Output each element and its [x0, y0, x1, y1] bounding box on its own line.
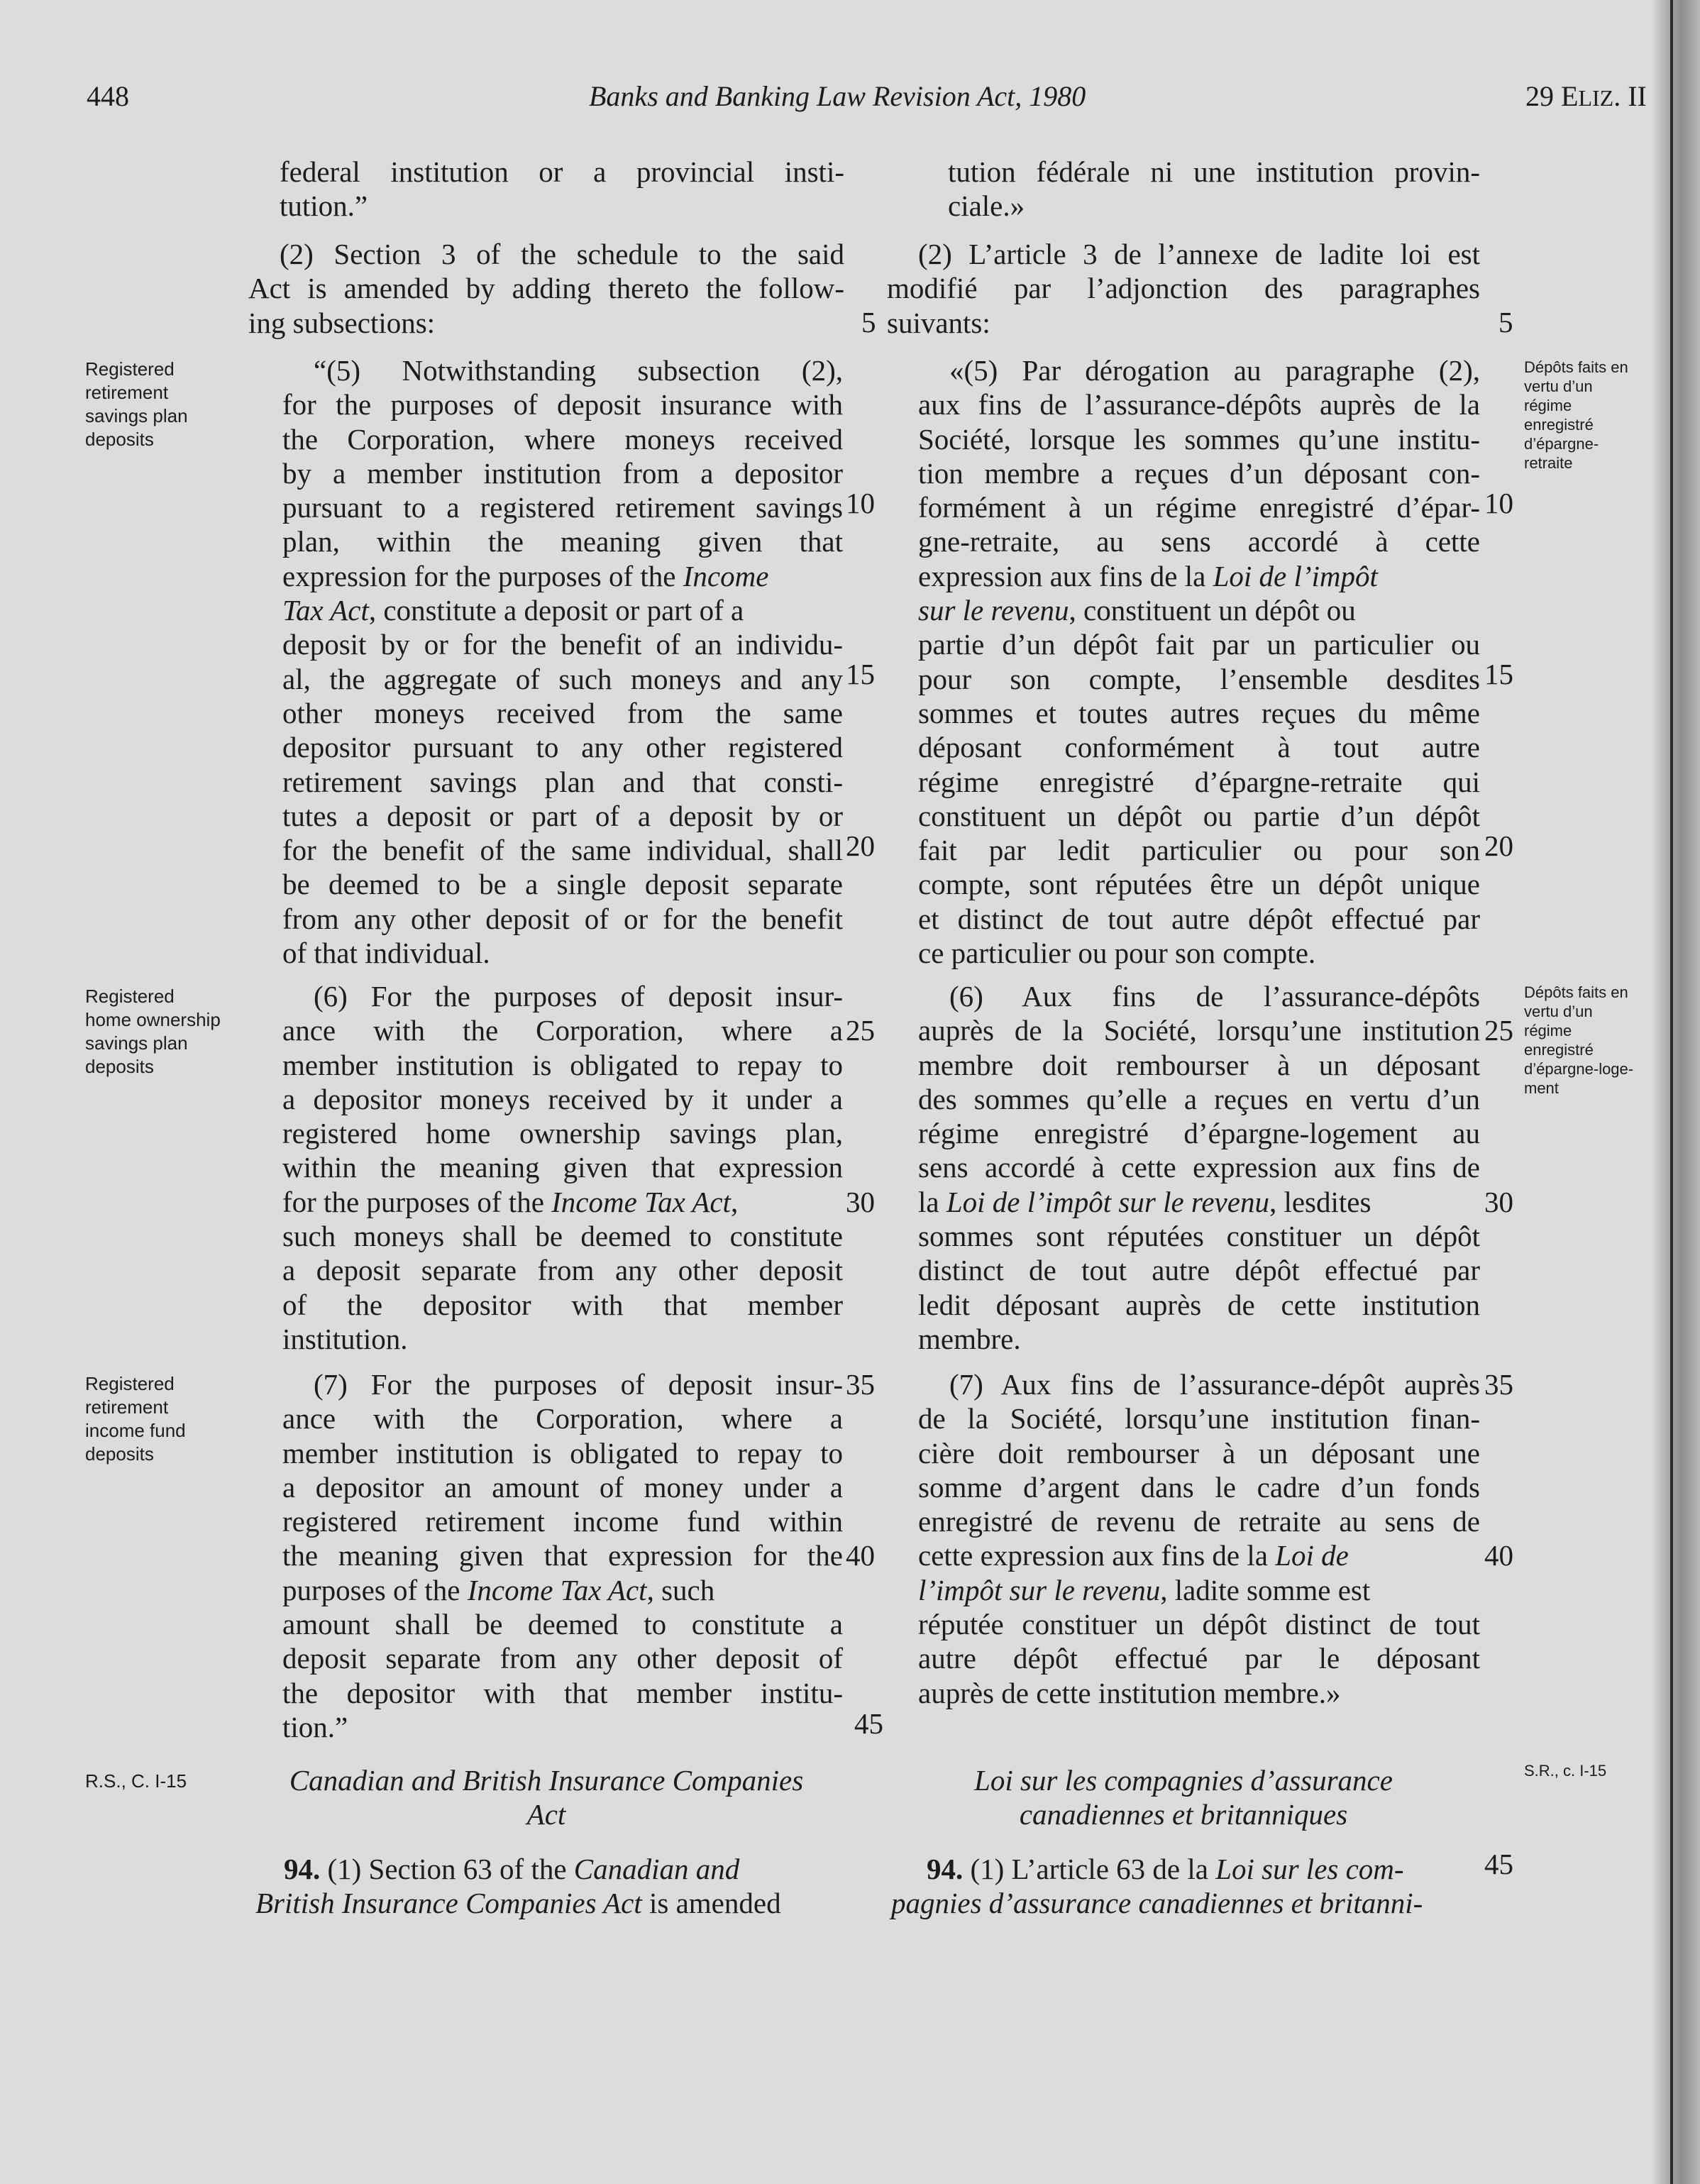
text-line: for the benefit of the same individual, shall [282, 834, 843, 867]
text-line: sens accordé à cette expression aux fins de [918, 1151, 1480, 1184]
line-number: 10 [1484, 487, 1513, 519]
line-number: 25 [1484, 1014, 1513, 1047]
french-subsection-2 [887, 237, 1480, 340]
text-line: (7) For the purposes of deposit insur- [314, 1368, 843, 1401]
heading-line: Loi sur les compagnies d’assurance [974, 1764, 1393, 1797]
text-line: sommes sont réputées constituer un dépôt [918, 1220, 1480, 1253]
text-line: auprès de cette institution membre.» [918, 1676, 1341, 1709]
text-line: be deemed to be a single deposit separate [282, 868, 843, 901]
text-line: 94. (1) L’article 63 de la Loi sur les com- [927, 1853, 1404, 1885]
text-line: aux fins de l’assurance-dépôts auprès de la [918, 388, 1480, 421]
text-line: within the meaning given that expression [282, 1151, 843, 1184]
text-line: ledit déposant auprès de cette institution [918, 1288, 1480, 1321]
text-line: régime enregistré d’épargne-retraite qui [918, 765, 1480, 798]
text-line: plan, within the meaning given that [282, 525, 843, 558]
sidenote-rrif: Registered retirement income fund deposits [85, 1373, 186, 1465]
text-line: member institution is obligated to repay to [282, 1048, 843, 1081]
line-number: 45 [1484, 1848, 1513, 1880]
text-line: amount shall be deemed to constitute a [282, 1608, 843, 1641]
french-subsection-6 [918, 979, 1480, 1356]
text-line: registered home ownership savings plan, [282, 1117, 843, 1150]
line-number: 40 [1484, 1539, 1513, 1572]
sidenote-statute-en: R.S., C. I-15 [85, 1770, 187, 1792]
text-line: of that individual. [282, 937, 490, 970]
text-line: “(5) Notwithstanding subsection (2), [314, 354, 843, 387]
english-column [248, 155, 844, 224]
text-line: Tax Act, constitute a deposit or part of a [282, 594, 744, 627]
text-line: from any other deposit of or for the benefit [282, 902, 843, 935]
line-number: 5 [1498, 306, 1513, 338]
text-line: a deposit separate from any other deposit [282, 1254, 843, 1287]
text-line: modifié par l’adjonction des paragraphes [887, 272, 1480, 305]
text-line: (7) Aux fins de l’assurance-dépôt auprès [949, 1368, 1480, 1401]
page-number: 448 [87, 80, 129, 112]
line-number: 30 [846, 1186, 875, 1218]
text-line: expression for the purposes of the Income [282, 559, 769, 592]
text-line: auprès de la Société, lorsqu’une institution [918, 1014, 1480, 1047]
regnal-year: 29 ELIZ. II [1525, 80, 1647, 112]
text-line: federal institution or a provincial insti- [280, 155, 844, 188]
text-line: somme d’argent dans le cadre d’un fonds [918, 1470, 1480, 1504]
sidenote-rrsp: Registered retirement savings plan deposits [85, 358, 188, 450]
text-line: gne-retraite, au sens accordé à cette [918, 525, 1480, 558]
text-line: pagnies d’assurance canadiennes et britanni- [891, 1887, 1423, 1920]
english-subsection-7 [282, 1367, 843, 1744]
text-line: enregistré de revenu de retraite au sens de [918, 1505, 1480, 1538]
text-line: constituent un dépôt ou partie d’un dépôt [918, 799, 1480, 832]
text-line: ing subsections: [248, 306, 436, 339]
text-line: des sommes qu’elle a reçues en vertu d’un [918, 1082, 1480, 1115]
text-line: ance with the Corporation, where a [282, 1402, 843, 1435]
text-line: tution.” [280, 189, 368, 223]
french-heading [887, 1763, 1480, 1831]
line-number: 5 [861, 306, 876, 338]
page-binding-line [1670, 0, 1673, 2184]
text-line: the meaning given that expression for the [282, 1539, 843, 1572]
english-section-94 [248, 1852, 844, 1921]
text-line: expression aux fins de la Loi de l’impôt [918, 559, 1378, 592]
english-subsection-6 [282, 979, 843, 1356]
french-subsection-7 [918, 1367, 1480, 1710]
text-line: «(5) Par dérogation au paragraphe (2), [949, 354, 1480, 387]
text-line: for the purposes of the Income Tax Act, [282, 1185, 739, 1218]
text-line: member institution is obligated to repay to [282, 1436, 843, 1469]
line-number: 40 [846, 1539, 875, 1572]
text-line: pour son compte, l’ensemble desdites [918, 662, 1480, 695]
text-line: compte, sont réputées être un dépôt unique [918, 868, 1480, 901]
line-number: 20 [1484, 829, 1513, 862]
text-line: ance with the Corporation, where a [282, 1014, 843, 1047]
text-line: membre doit rembourser à un déposant [918, 1048, 1480, 1081]
page-edge-shadow [1653, 0, 1700, 2184]
text-line: (6) For the purposes of deposit insur- [314, 980, 843, 1013]
english-subsection-5 [282, 353, 843, 970]
heading-line: Canadian and British Insurance Companies [289, 1764, 804, 1797]
line-number: 20 [846, 829, 875, 862]
heading-line: canadiennes et britanniques [1019, 1798, 1348, 1831]
text-line: pursuant to a registered retirement savings [282, 491, 843, 524]
text-line: by a member institution from a depositor [282, 456, 843, 490]
text-line: de la Société, lorsqu’une institution finan- [918, 1402, 1480, 1435]
line-number: 35 [1484, 1368, 1513, 1401]
text-line: tion.” [282, 1710, 348, 1743]
text-line: the depositor with that member institu- [282, 1676, 843, 1709]
french-section-94 [891, 1852, 1480, 1921]
line-number: 35 [846, 1368, 875, 1401]
text-line: such moneys shall be deemed to constitute [282, 1220, 843, 1253]
line-number: 10 [846, 487, 875, 519]
french-column-top [948, 155, 1480, 224]
text-line: sommes et toutes autres reçues du même [918, 696, 1480, 729]
text-line: cière doit rembourser à un déposant une [918, 1436, 1480, 1469]
text-line: formément à un régime enregistré d’épar- [918, 491, 1480, 524]
english-heading [248, 1763, 844, 1831]
text-line: sur le revenu, constituent un dépôt ou [918, 594, 1356, 627]
text-line: deposit separate from any other deposit of [282, 1642, 843, 1675]
text-line: membre. [918, 1322, 1021, 1355]
text-line: ciale.» [948, 189, 1025, 223]
text-line: British Insurance Companies Act is amended [255, 1887, 781, 1920]
text-line: suivants: [887, 306, 990, 339]
text-line: autre dépôt effectué par le déposant [918, 1642, 1480, 1675]
text-line: depositor pursuant to any other registered [282, 731, 843, 764]
line-number: 30 [1484, 1186, 1513, 1218]
text-line: deposit by or for the benefit of an individu- [282, 628, 843, 661]
text-line: 94. (1) Section 63 of the Canadian and [284, 1853, 740, 1885]
text-line: distinct de tout autre dépôt effectué par [918, 1254, 1480, 1287]
text-line: tutes a deposit or part of a deposit by or [282, 799, 843, 832]
text-line: tion membre a reçues d’un déposant con- [918, 456, 1480, 490]
text-line: institution. [282, 1322, 408, 1355]
text-line: et distinct de tout autre dépôt effectué par [918, 902, 1480, 935]
running-title: Banks and Banking Law Revision Act, 1980 [589, 80, 1086, 112]
text-line: purposes of the Income Tax Act, such [282, 1573, 715, 1606]
sidenote-rhosp: Registered home ownership savings plan deposits [85, 986, 221, 1077]
text-line: Act is amended by adding thereto the follow- [248, 272, 844, 305]
text-line: ce particulier ou pour son compte. [918, 937, 1316, 970]
text-line: registered retirement income fund within [282, 1505, 843, 1538]
text-line: a depositor moneys received by it under a [282, 1082, 843, 1115]
line-number: 45 [854, 1707, 883, 1740]
text-line: régime enregistré d’épargne-logement au [918, 1117, 1480, 1150]
text-line: tution fédérale ni une institution provin- [948, 155, 1480, 188]
text-line: déposant conformément à tout autre [918, 731, 1480, 764]
text-line: (2) L’article 3 de l’annexe de ladite loi est [918, 238, 1480, 270]
sidenote-logement: Dépôts faits en vertu d’un régime enregistré d’épargne-loge- ment [1524, 983, 1634, 1097]
text-line: other moneys received from the same [282, 696, 843, 729]
line-number: 15 [846, 658, 875, 690]
text-line: cette expression aux fins de la Loi de [918, 1539, 1349, 1572]
text-line: (2) Section 3 of the schedule to the said [280, 238, 844, 270]
text-line: for the purposes of deposit insurance with [282, 388, 843, 421]
text-line: la Loi de l’impôt sur le revenu, lesdites [918, 1185, 1371, 1218]
text-line: a depositor an amount of money under a [282, 1470, 843, 1504]
text-line: partie d’un dépôt fait par un particulier ou [918, 628, 1480, 661]
text-line: fait par ledit particulier ou pour son [918, 834, 1480, 867]
heading-line: Act [526, 1798, 566, 1831]
text-line: the Corporation, where moneys received [282, 422, 843, 456]
text-line: l’impôt sur le revenu, ladite somme est [918, 1573, 1371, 1606]
line-number: 15 [1484, 658, 1513, 690]
english-subsection-2 [248, 237, 844, 340]
text-line: al, the aggregate of such moneys and any [282, 662, 843, 695]
sidenote-statute-fr: S.R., c. I-15 [1524, 1762, 1607, 1780]
text-line: of the depositor with that member [282, 1288, 843, 1321]
text-line: réputée constituer un dépôt distinct de tout [918, 1608, 1480, 1641]
text-line: (6) Aux fins de l’assurance-dépôts [949, 980, 1480, 1013]
text-line: Société, lorsque les sommes qu’une institu- [918, 422, 1480, 456]
text-line: retirement savings plan and that consti- [282, 765, 843, 798]
sidenote-retraite: Dépôts faits en vertu d’un régime enregistré d’épargne- retraite [1524, 358, 1628, 472]
line-number: 25 [846, 1014, 875, 1047]
french-subsection-5 [918, 353, 1480, 970]
